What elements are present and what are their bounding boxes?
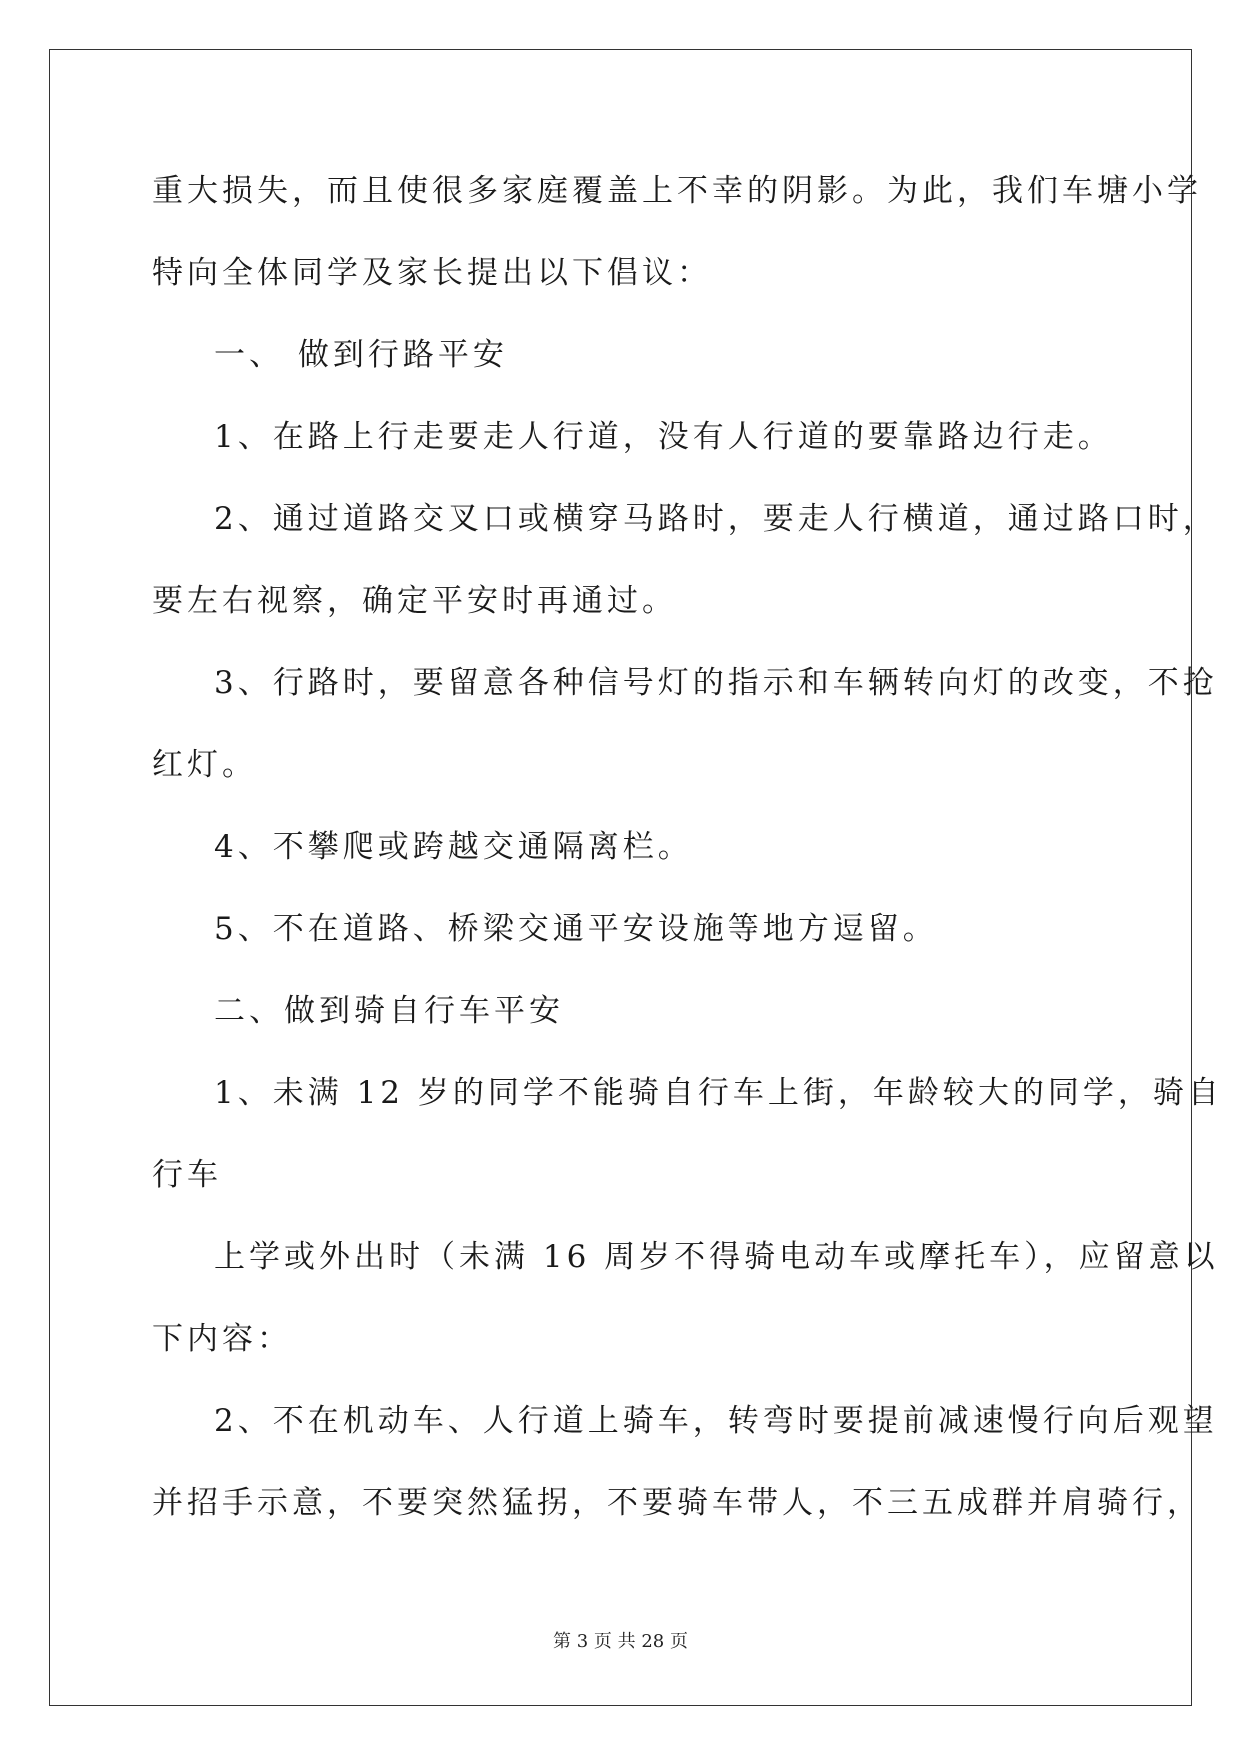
text-line: 上学或外出时（未满 16 周岁不得骑电动车或摩托车），应留意以 — [214, 1239, 1219, 1275]
text-line: 3、行路时，要留意各种信号灯的指示和车辆转向灯的改变，不抢 — [214, 665, 1218, 701]
text-line: 并招手示意，不要突然猛拐，不要骑车带人，不三五成群并肩骑行， — [152, 1485, 1202, 1521]
text-line: 特向全体同学及家长提出以下倡议： — [152, 255, 712, 291]
text-line: 红灯。 — [152, 747, 257, 783]
text-line: 行车 — [152, 1157, 222, 1193]
text-line: 重大损失，而且使很多家庭覆盖上不幸的阴影。为此，我们车塘小学 — [152, 173, 1202, 209]
text-line: 1、在路上行走要走人行道，没有人行道的要靠路边行走。 — [214, 419, 1113, 455]
text-line: 1、未满 12 岁的同学不能骑自行车上街，年龄较大的同学，骑自 — [214, 1075, 1223, 1111]
document-body — [152, 155, 1223, 1549]
text-line: 4、不攀爬或跨越交通隔离栏。 — [214, 829, 693, 865]
text-line: 下内容： — [152, 1321, 292, 1357]
section-heading: 一、 做到行路平安 — [214, 337, 508, 373]
text-line: 要左右视察，确定平安时再通过。 — [152, 583, 677, 619]
page-number-footer: 第 3 页 共 28 页 — [553, 1631, 688, 1652]
text-line: 2、不在机动车、人行道上骑车，转弯时要提前减速慢行向后观望 — [214, 1403, 1218, 1439]
section-heading: 二、做到骑自行车平安 — [214, 993, 564, 1029]
text-line: 5、不在道路、桥梁交通平安设施等地方逗留。 — [214, 911, 938, 947]
text-line: 2、通过道路交叉口或横穿马路时，要走人行横道，通过路口时， — [214, 501, 1218, 537]
